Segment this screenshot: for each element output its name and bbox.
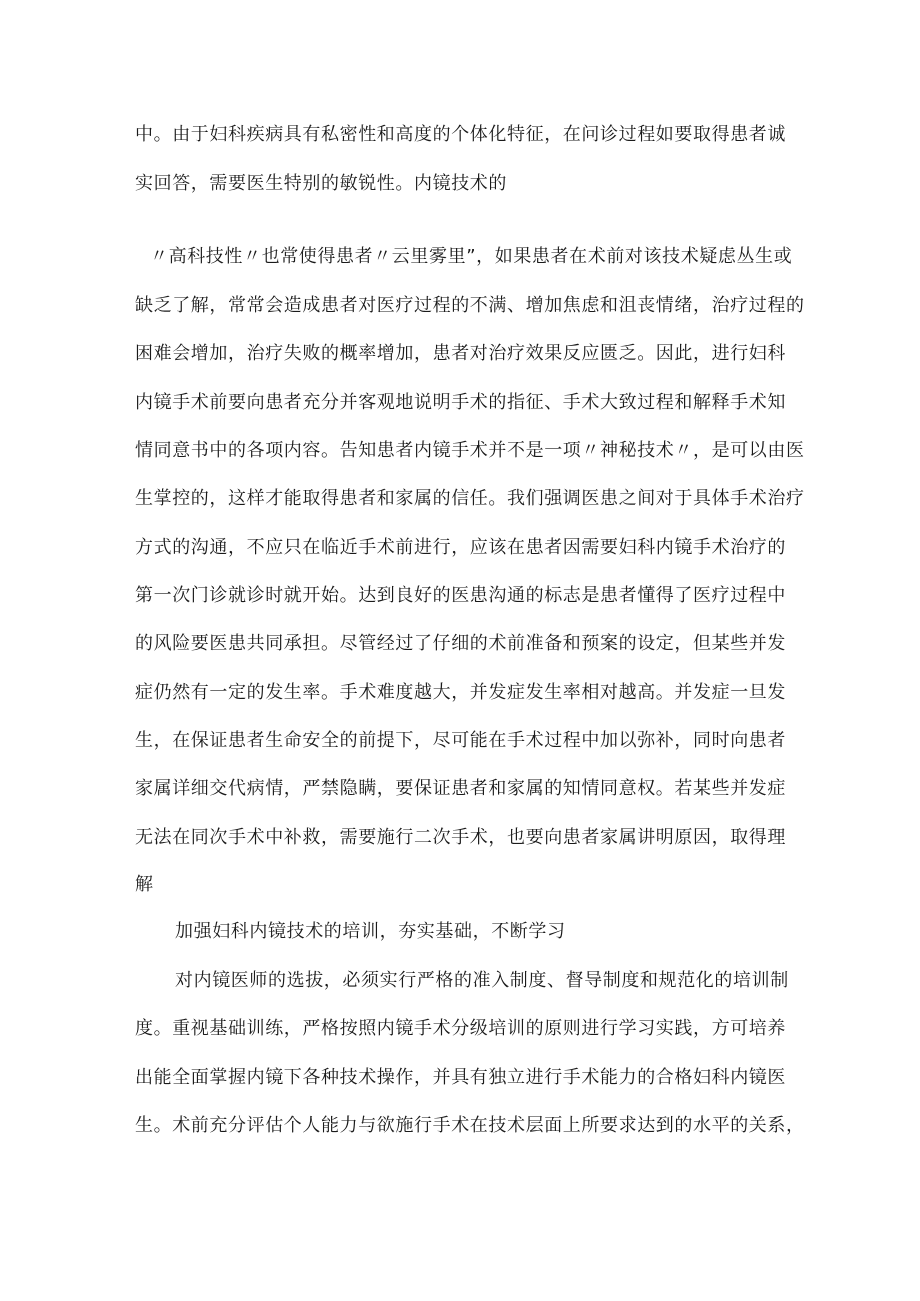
text-line: 情同意书中的各项内容。告知患者内镜手术并不是一项〃神秘技术〃，是可以由医 xyxy=(135,440,805,461)
text-line: 内镜手术前要向患者充分并客观地说明手术的指征、手术大致过程和解释手术知 xyxy=(135,392,786,413)
text-line: 解 xyxy=(135,874,154,895)
text-line: 困难会增加，治疗失败的概率增加，患者对治疗效果反应匮乏。因此，进行妇科 xyxy=(135,343,786,364)
text-line: 〃高科技性〃也常使得患者〃云里雾里”，如果患者在术前对该技术疑虑丛生或 xyxy=(150,246,793,267)
text-line: 缺乏了解，常常会造成患者对医疗过程的不满、增加焦虑和沮丧情绪，治疗过程的 xyxy=(135,295,805,316)
text-line: 对内镜医师的选拔，必须实行严格的准入制度、督导制度和规范化的培训制 xyxy=(175,970,789,991)
text-line: 症仍然有一定的发生率。手术难度越大，并发症发生率相对越高。并发症一旦发 xyxy=(135,682,786,703)
text-line: 无法在同次手术中补救，需要施行二次手术，也要向患者家属讲明原因，取得理 xyxy=(135,827,786,848)
section-heading: 加强妇科内镜技术的培训，夯实基础，不断学习 xyxy=(175,921,566,942)
text-line: 生。术前充分评估个人能力与欲施行手术在技术层面上所要求达到的水平的关系， xyxy=(135,1115,805,1136)
text-line: 度。重视基础训练，严格按照内镜手术分级培训的原则进行学习实践，方可培养 xyxy=(135,1018,786,1039)
text-line: 出能全面掌握内镜下各种技术操作，并具有独立进行手术能力的合格妇科内镜医 xyxy=(135,1067,786,1088)
text-line: 生掌控的，这样才能取得患者和家属的信任。我们强调医患之间对于具体手术治疗 xyxy=(135,488,805,509)
text-line: 生，在保证患者生命安全的前提下，尽可能在手术过程中加以弥补，同时向患者 xyxy=(135,730,786,751)
text-line: 家属详细交代病情，严禁隐瞒，要保证患者和家属的知情同意权。若某些并发症 xyxy=(135,778,786,799)
text-line: 第一次门诊就诊时就开始。达到良好的医患沟通的标志是患者懂得了医疗过程中 xyxy=(135,585,786,606)
text-line: 的风险要医患共同承担。尽管经过了仔细的术前准备和预案的设定，但某些并发 xyxy=(135,633,786,654)
text-line: 中。由于妇科疾病具有私密性和高度的个体化特征，在问诊过程如要取得患者诚 xyxy=(135,124,786,145)
text-line: 方式的沟通，不应只在临近手术前进行，应该在患者因需要妇科内镜手术治疗的 xyxy=(135,537,786,558)
text-line: 实回答，需要医生特别的敏锐性。内镜技术的 xyxy=(135,173,507,194)
